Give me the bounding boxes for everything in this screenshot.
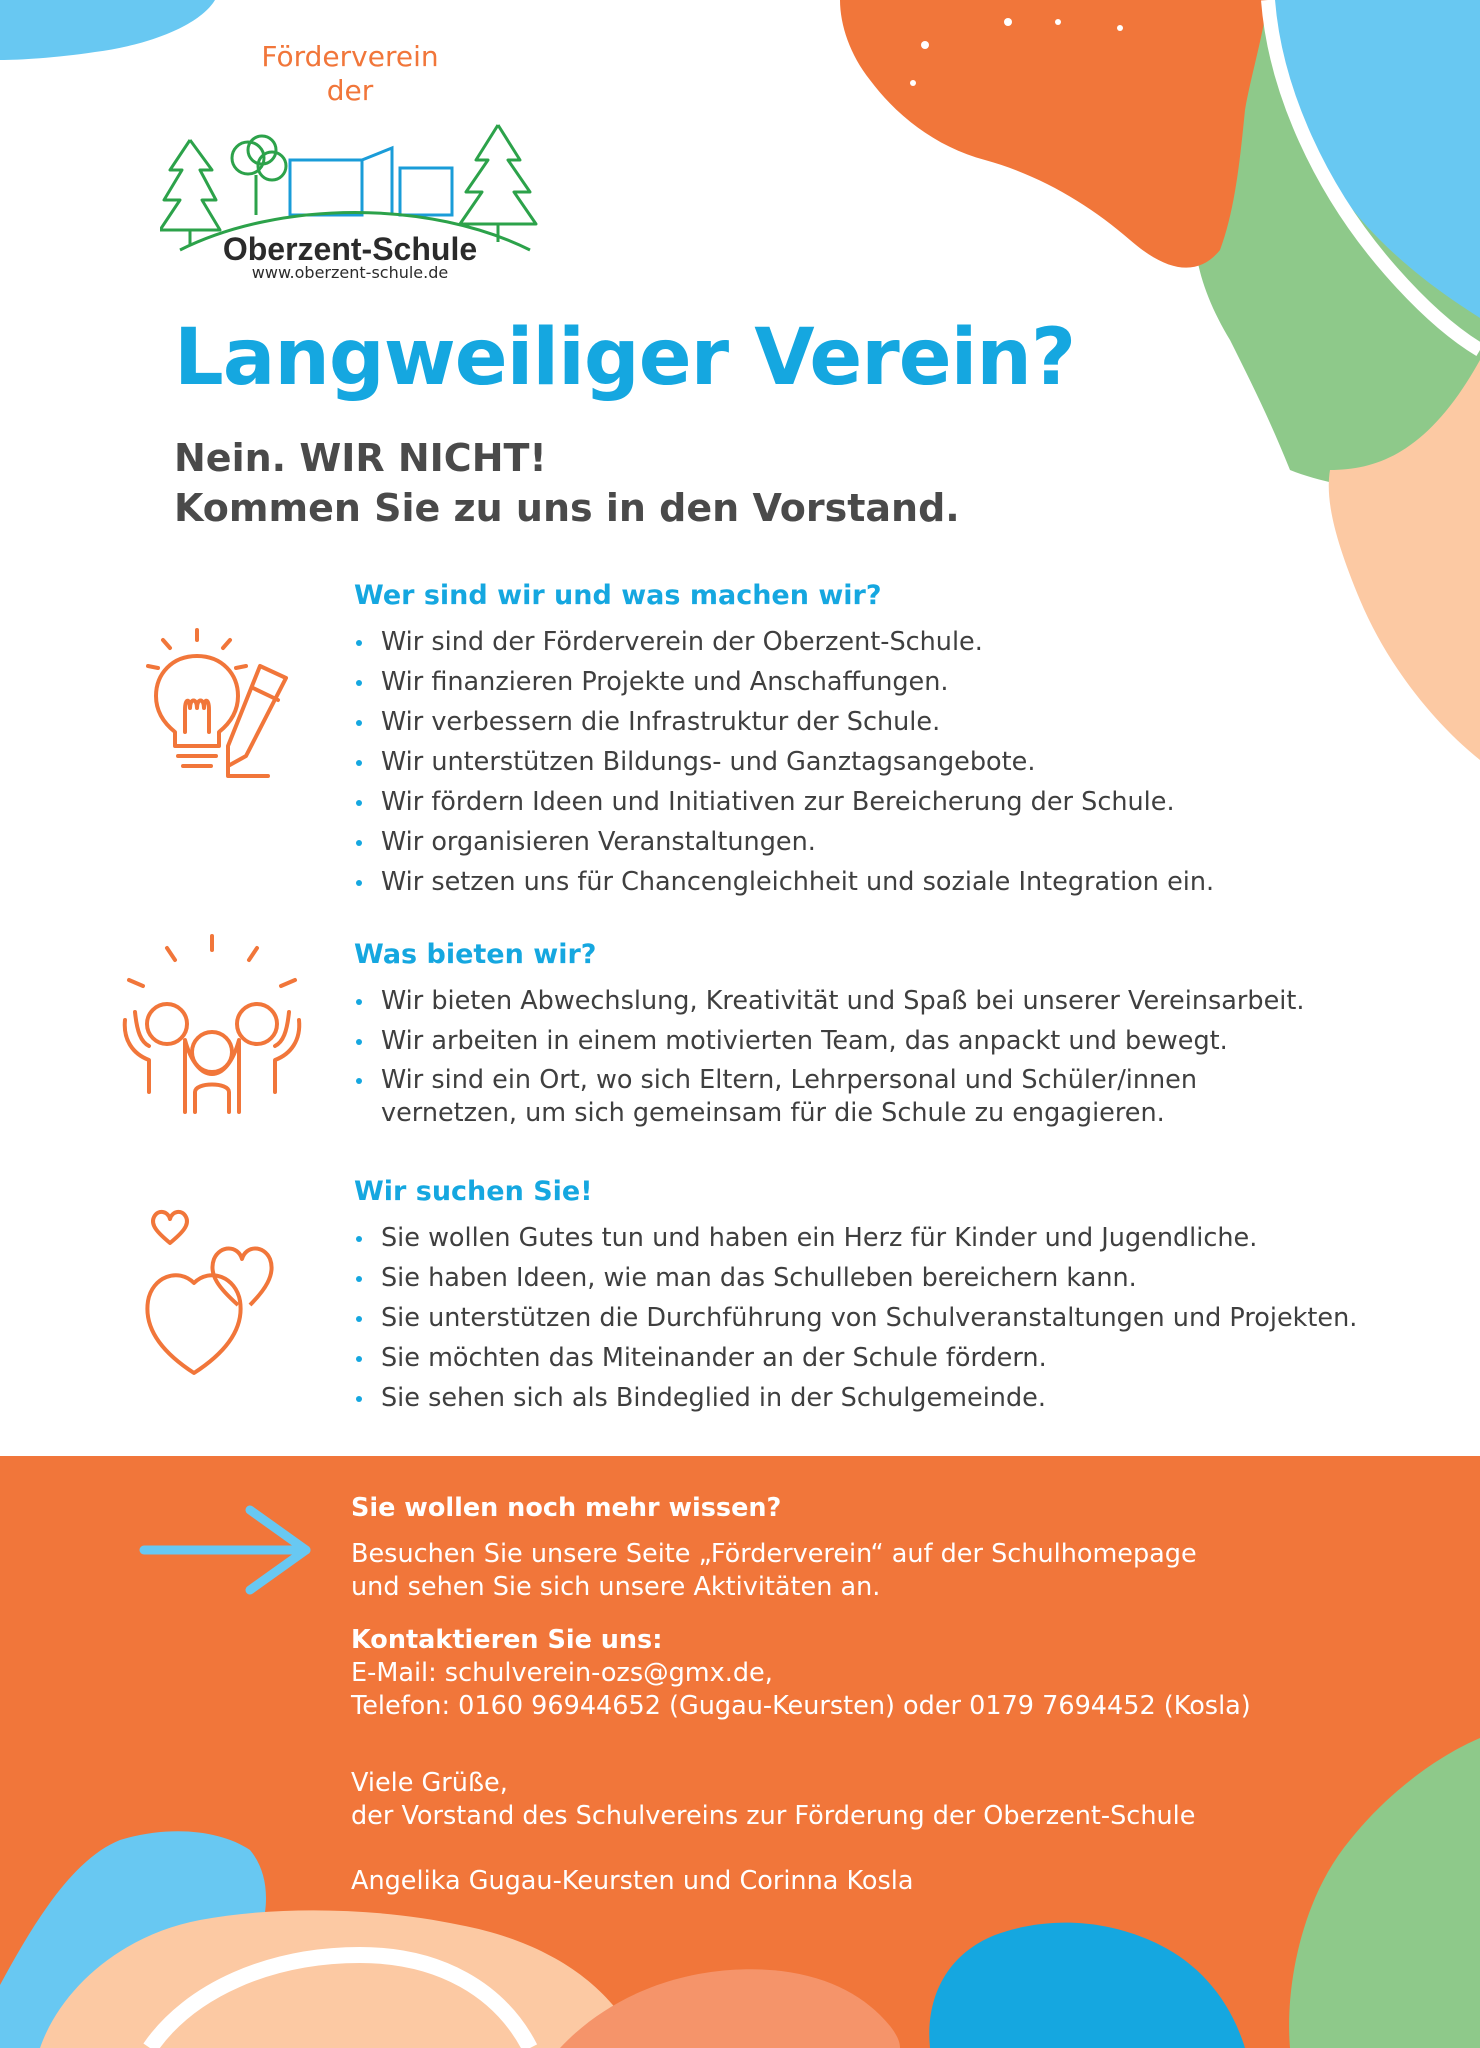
school-logo-art	[160, 120, 540, 280]
list-item: Sie unterstützen die Durchführung von Schulveranstaltungen und Projekten.	[354, 1298, 1394, 1338]
logo-line-2: der	[326, 74, 374, 107]
more-line-1: Besuchen Sie unsere Seite „Förderverein“ auf der Schulhomepage	[351, 1539, 1197, 1569]
tree-icon	[160, 140, 220, 245]
tree-round-icon	[232, 136, 286, 215]
list-item: Sie haben Ideen, wie man das Schulleben bereichern kann.	[354, 1258, 1394, 1298]
email-line: E-Mail: schulverein-ozs@gmx.de,	[351, 1658, 773, 1688]
sparkle	[921, 41, 929, 49]
list-item: Sie sehen sich als Bindeglied in der Schulgemeinde.	[354, 1378, 1394, 1418]
list-item: Wir finanzieren Projekte und Anschaffungen.	[354, 662, 1394, 702]
section-title: Wir suchen Sie!	[354, 1176, 593, 1207]
list-item: Wir arbeiten in einem motivierten Team, das anpackt und bewegt.	[354, 1021, 1394, 1061]
more-line-2: und sehen Sie sich unsere Aktivitäten an.	[351, 1572, 881, 1602]
more-heading: Sie wollen noch mehr wissen?	[351, 1493, 782, 1523]
section-search	[354, 1172, 1394, 1418]
sparkle	[910, 80, 916, 86]
sparkle	[1117, 25, 1123, 31]
subline-2: Kommen Sie zu uns in den Vorstand.	[174, 486, 960, 530]
logo-url: www.oberzent-schule.de	[251, 263, 449, 280]
phone-line: Telefon: 0160 96944652 (Gugau-Keursten) oder 0179 7694452 (Kosla)	[351, 1691, 1251, 1721]
lightbulb-pencil-icon	[140, 628, 300, 788]
building-icon	[290, 148, 452, 215]
list-item: Wir unterstützen Bildungs- und Ganztagsangebote.	[354, 742, 1394, 782]
blob-top-right-orange	[840, 0, 1268, 268]
sparkle	[1055, 19, 1061, 25]
list-item: Wir sind ein Ort, wo sich Eltern, Lehrpersonal und Schüler/innen vernetzen, um sich gemeinsam für die Schule zu engagieren.	[354, 1061, 1261, 1134]
names: Angelika Gugau-Keursten und Corinna Kosla	[351, 1866, 914, 1896]
greeting: Viele Grüße,	[351, 1768, 508, 1798]
list-item: Wir sind der Förderverein der Oberzent-Schule.	[354, 622, 1394, 662]
hearts-icon	[140, 1205, 300, 1380]
logo-school-name: Oberzent-Schule	[222, 231, 478, 267]
list-item: Wir setzen uns für Chancengleichheit und soziale Integration ein.	[354, 862, 1394, 902]
list-item: Sie möchten das Miteinander an der Schule fördern.	[354, 1338, 1394, 1378]
section-title: Wer sind wir und was machen wir?	[354, 580, 882, 611]
logo	[150, 40, 550, 280]
contact-heading: Kontaktieren Sie uns:	[351, 1625, 663, 1655]
list-item: Wir bieten Abwechslung, Kreativität und Spaß bei unserer Vereinsarbeit.	[354, 981, 1394, 1021]
list-item: Wir organisieren Veranstaltungen.	[354, 822, 1394, 862]
bullet-list	[354, 622, 1394, 902]
tree-icon	[460, 125, 536, 242]
sparkle	[1004, 18, 1012, 26]
bullet-list	[354, 1218, 1394, 1418]
team-cheer-icon	[115, 932, 315, 1127]
logo-line-1: Förderverein	[261, 40, 439, 73]
section-title: Was bieten wir?	[354, 939, 597, 970]
footer	[0, 1456, 1480, 2048]
list-item: Sie wollen Gutes tun und haben ein Herz für Kinder und Jugendliche.	[354, 1218, 1394, 1258]
section-about	[354, 576, 1394, 902]
list-item: Wir fördern Ideen und Initiativen zur Bereicherung der Schule.	[354, 782, 1394, 822]
section-offer	[354, 935, 1394, 1134]
subline-1: Nein. WIR NICHT!	[174, 436, 547, 480]
list-item: Wir verbessern die Infrastruktur der Schule.	[354, 702, 1394, 742]
bullet-list	[354, 981, 1394, 1134]
signoff: der Vorstand des Schulvereins zur Förderung der Oberzent-Schule	[351, 1801, 1196, 1831]
headline: Langweiliger Verein?	[174, 313, 1076, 403]
arrow-right-icon	[138, 1504, 318, 1596]
